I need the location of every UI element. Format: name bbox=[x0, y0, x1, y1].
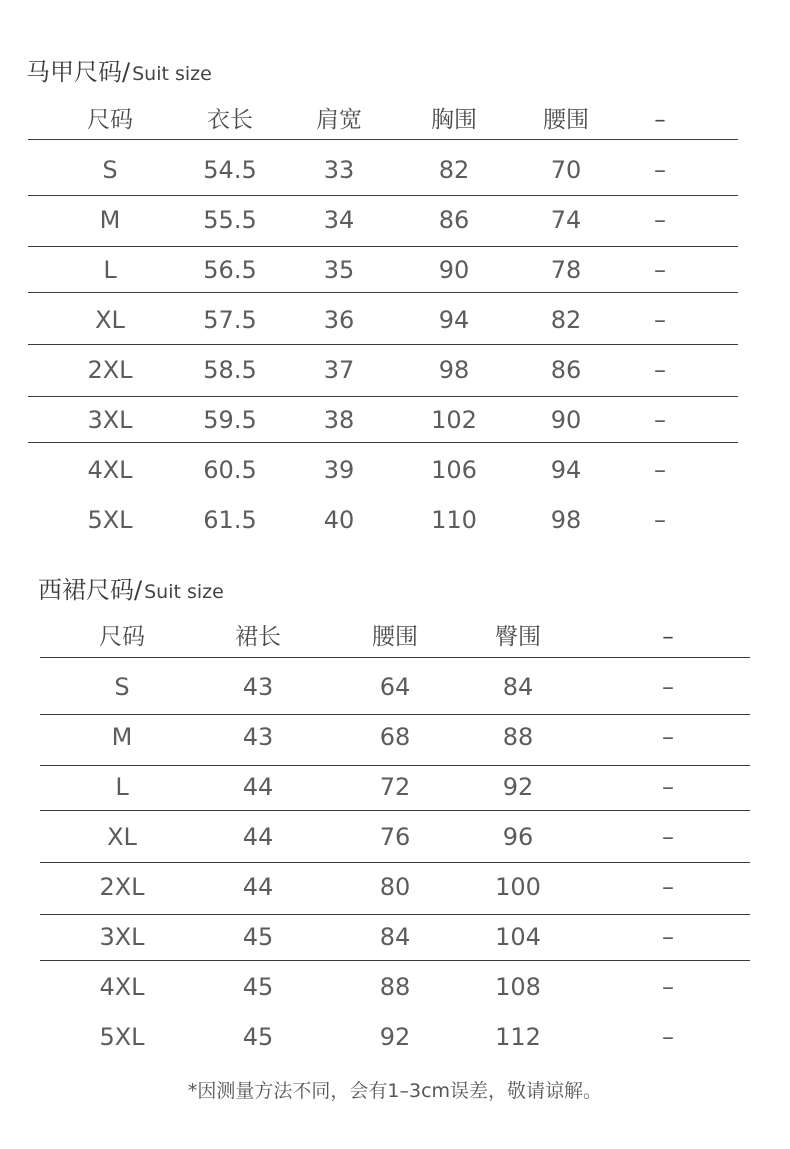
skirt-title-zh: 西裙尺码/ bbox=[38, 576, 143, 604]
table-cell: 92 bbox=[379, 1023, 411, 1051]
table-cell: 40 bbox=[323, 506, 355, 534]
table-row bbox=[40, 762, 750, 812]
table-cell: 44 bbox=[242, 773, 274, 801]
column-header: 腰围 bbox=[372, 624, 418, 650]
table-cell: 112 bbox=[495, 1023, 541, 1051]
table-cell: 106 bbox=[431, 456, 477, 484]
vest-size-table bbox=[28, 95, 738, 545]
table-cell: – bbox=[662, 723, 674, 751]
table-cell: 43 bbox=[242, 723, 274, 751]
table-cell: L bbox=[103, 256, 117, 284]
table-row bbox=[40, 962, 750, 1012]
table-cell: – bbox=[662, 873, 674, 901]
table-cell: – bbox=[662, 823, 674, 851]
row-divider bbox=[40, 914, 750, 915]
skirt-title-en: Suit size bbox=[144, 581, 224, 603]
table-cell: – bbox=[654, 206, 666, 234]
table-cell: 100 bbox=[495, 873, 541, 901]
table-cell: L bbox=[115, 773, 129, 801]
table-cell: 92 bbox=[502, 773, 534, 801]
table-cell: 35 bbox=[323, 256, 355, 284]
table-cell: 43 bbox=[242, 673, 274, 701]
table-cell: 84 bbox=[502, 673, 534, 701]
table-cell: – bbox=[654, 406, 666, 434]
row-divider bbox=[40, 765, 750, 766]
table-cell: 94 bbox=[438, 306, 470, 334]
table-row bbox=[40, 662, 750, 712]
table-cell: 70 bbox=[550, 156, 582, 184]
table-cell: 94 bbox=[550, 456, 582, 484]
row-divider bbox=[28, 442, 738, 443]
table-cell: 54.5 bbox=[203, 156, 257, 184]
table-cell: 55.5 bbox=[203, 206, 257, 234]
row-divider bbox=[28, 344, 738, 345]
table-cell: – bbox=[662, 1023, 674, 1051]
table-cell: 45 bbox=[242, 1023, 274, 1051]
row-divider bbox=[28, 396, 738, 397]
table-cell: 34 bbox=[323, 206, 355, 234]
table-cell: 88 bbox=[502, 723, 534, 751]
table-cell: – bbox=[654, 456, 666, 484]
table-cell: 64 bbox=[379, 673, 411, 701]
table-cell: 72 bbox=[379, 773, 411, 801]
row-divider bbox=[40, 657, 750, 658]
table-cell: – bbox=[662, 973, 674, 1001]
measurement-note: *因测量方法不同，会有1–3cm误差，敬请谅解。 bbox=[187, 1080, 603, 1102]
table-cell: 58.5 bbox=[203, 356, 257, 384]
table-row bbox=[40, 712, 750, 762]
table-row bbox=[28, 345, 738, 395]
table-cell: 74 bbox=[550, 206, 582, 234]
table-row bbox=[40, 812, 750, 862]
row-divider bbox=[40, 960, 750, 961]
table-cell: 38 bbox=[323, 406, 355, 434]
table-cell: 86 bbox=[550, 356, 582, 384]
table-cell: – bbox=[662, 923, 674, 951]
row-divider bbox=[28, 195, 738, 196]
row-divider bbox=[28, 292, 738, 293]
table-cell: 36 bbox=[323, 306, 355, 334]
table-cell: 45 bbox=[242, 973, 274, 1001]
table-cell: M bbox=[111, 723, 133, 751]
table-row bbox=[40, 912, 750, 962]
row-divider bbox=[40, 714, 750, 715]
table-row bbox=[28, 295, 738, 345]
column-header: 尺码 bbox=[87, 107, 133, 133]
table-cell: XL bbox=[107, 823, 137, 851]
table-cell: 5XL bbox=[87, 506, 133, 534]
table-cell: 37 bbox=[323, 356, 355, 384]
table-cell: 57.5 bbox=[203, 306, 257, 334]
table-cell: 88 bbox=[379, 973, 411, 1001]
table-cell: 4XL bbox=[99, 973, 145, 1001]
table-cell: 3XL bbox=[87, 406, 133, 434]
table-cell: 76 bbox=[379, 823, 411, 851]
table-cell: 84 bbox=[379, 923, 411, 951]
table-cell: 3XL bbox=[99, 923, 145, 951]
table-cell: M bbox=[99, 206, 121, 234]
table-cell: – bbox=[662, 773, 674, 801]
table-cell: 98 bbox=[438, 356, 470, 384]
table-cell: – bbox=[654, 156, 666, 184]
table-cell: 45 bbox=[242, 923, 274, 951]
table-cell: 33 bbox=[323, 156, 355, 184]
row-divider bbox=[40, 862, 750, 863]
table-cell: 104 bbox=[495, 923, 541, 951]
table-cell: 4XL bbox=[87, 456, 133, 484]
table-cell: – bbox=[654, 306, 666, 334]
skirt-header-row bbox=[40, 612, 750, 662]
table-cell: 61.5 bbox=[203, 506, 257, 534]
table-row bbox=[28, 495, 738, 545]
table-row bbox=[28, 245, 738, 295]
column-header: 裙长 bbox=[235, 624, 281, 650]
row-divider bbox=[28, 139, 738, 140]
table-cell: 44 bbox=[242, 873, 274, 901]
vest-section-title bbox=[26, 52, 212, 87]
skirt-section-title bbox=[38, 570, 224, 605]
table-cell: S bbox=[114, 673, 130, 701]
table-cell: 82 bbox=[550, 306, 582, 334]
table-row bbox=[40, 1012, 750, 1062]
column-header: 腰围 bbox=[543, 107, 589, 133]
table-row bbox=[28, 145, 738, 195]
skirt-size-table bbox=[40, 612, 750, 1062]
vest-title-zh: 马甲尺码/ bbox=[26, 58, 131, 86]
table-cell: 90 bbox=[438, 256, 470, 284]
table-cell: 68 bbox=[379, 723, 411, 751]
table-cell: 5XL bbox=[99, 1023, 145, 1051]
table-cell: 86 bbox=[438, 206, 470, 234]
table-cell: – bbox=[654, 506, 666, 534]
vest-title-en: Suit size bbox=[132, 63, 212, 85]
row-divider bbox=[40, 810, 750, 811]
column-header: – bbox=[662, 624, 674, 650]
column-header: 臀围 bbox=[495, 624, 541, 650]
table-row bbox=[28, 195, 738, 245]
table-row bbox=[28, 395, 738, 445]
column-header: 胸围 bbox=[431, 107, 477, 133]
table-cell: 108 bbox=[495, 973, 541, 1001]
table-cell: 39 bbox=[323, 456, 355, 484]
table-cell: 59.5 bbox=[203, 406, 257, 434]
table-cell: – bbox=[662, 673, 674, 701]
table-cell: S bbox=[102, 156, 118, 184]
table-cell: – bbox=[654, 356, 666, 384]
table-cell: 80 bbox=[379, 873, 411, 901]
table-cell: 110 bbox=[431, 506, 477, 534]
table-row bbox=[28, 445, 738, 495]
vest-header-row bbox=[28, 95, 738, 145]
table-cell: 44 bbox=[242, 823, 274, 851]
table-cell: 96 bbox=[502, 823, 534, 851]
table-cell: 56.5 bbox=[203, 256, 257, 284]
row-divider bbox=[28, 246, 738, 247]
table-cell: 78 bbox=[550, 256, 582, 284]
table-cell: 102 bbox=[431, 406, 477, 434]
table-cell: 2XL bbox=[87, 356, 133, 384]
table-cell: 98 bbox=[550, 506, 582, 534]
table-row bbox=[40, 862, 750, 912]
table-cell: – bbox=[654, 256, 666, 284]
table-cell: 60.5 bbox=[203, 456, 257, 484]
table-cell: 82 bbox=[438, 156, 470, 184]
table-cell: 2XL bbox=[99, 873, 145, 901]
column-header: – bbox=[654, 107, 666, 133]
table-cell: 90 bbox=[550, 406, 582, 434]
column-header: 尺码 bbox=[99, 624, 145, 650]
column-header: 肩宽 bbox=[316, 107, 362, 133]
column-header: 衣长 bbox=[207, 107, 253, 133]
table-cell: XL bbox=[95, 306, 125, 334]
